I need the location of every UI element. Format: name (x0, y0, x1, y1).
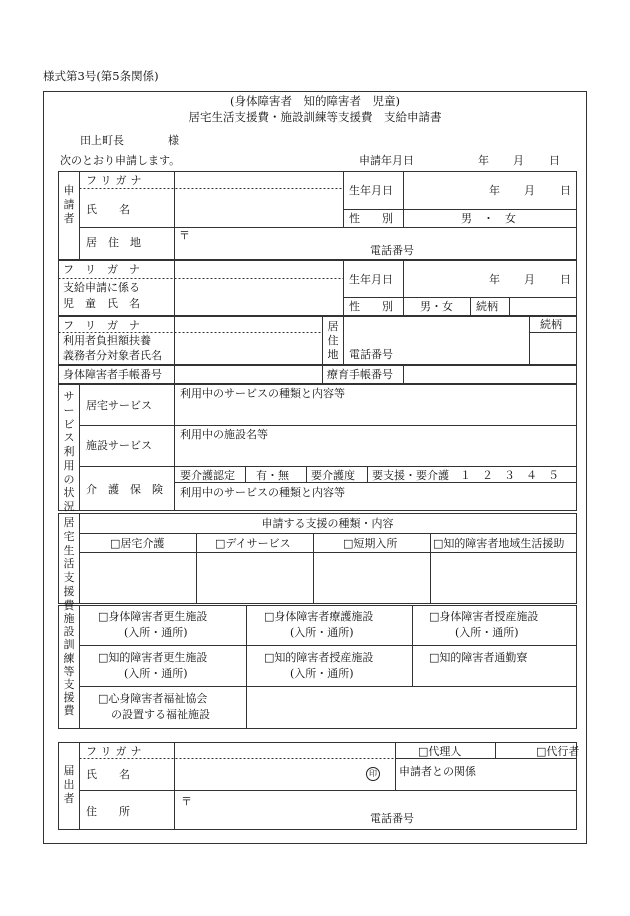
facility-option-physical-rehab[interactable]: □身体障害者更生施設 (98, 610, 208, 623)
application-date-label: 申請年月日 (359, 154, 414, 167)
notifier-proxy-option[interactable]: □代理人 (418, 745, 462, 758)
rehab-handbook-label: 療育手帳番号 (327, 368, 393, 381)
notifier-phone-label: 電話番号 (370, 812, 414, 825)
child-name-label-1: 支給申請に係る (63, 281, 140, 294)
care-level-label: 要介護度 (311, 469, 355, 482)
applicant-furigana-label: フリガナ (86, 174, 146, 187)
child-birth-day: 日 (560, 273, 571, 286)
notifier-postal-mark: 〒 (181, 795, 192, 808)
notifier-agent-option[interactable]: □代行者 (536, 745, 580, 758)
home-support-option-short-stay[interactable]: □短期入所 (343, 537, 398, 550)
child-furigana-label: フ リ ガ ナ (63, 263, 140, 276)
care-cert-options[interactable]: 有・無 (256, 469, 289, 482)
form-number: 様式第3号(第5条関係) (43, 69, 159, 83)
home-service-label: 居宅サービス (86, 399, 152, 412)
facility-option-physical-workshop[interactable]: □身体障害者授産施設 (429, 610, 539, 623)
facility-service-label: 施設サービス (86, 439, 152, 452)
home-support-option-home-care[interactable]: □居宅介護 (110, 537, 165, 550)
facility-option-welfare-association-sub: の設置する福祉施設 (111, 708, 210, 721)
facility-option-intellectual-workshop-sub: (入所・通所) (290, 667, 354, 680)
form-title: 居宅生活支援費・施設訓練等支援費 支給申請書 (188, 110, 442, 124)
child-name-label-2: 児 童 氏 名 (63, 297, 140, 310)
child-birth-month: 月 (524, 273, 535, 286)
facility-option-intellectual-rehab[interactable]: □知的障害者更生施設 (98, 651, 208, 664)
applicant-birth-label: 生年月日 (349, 184, 393, 197)
facility-option-physical-nursing[interactable]: □身体障害者療護施設 (264, 610, 374, 623)
facility-support-section-label: 施設訓練等支援費 (63, 612, 75, 718)
physical-handbook-label: 身体障害者手帳番号 (63, 368, 162, 381)
applicant-name-label: 氏 名 (86, 203, 130, 216)
facility-service-desc: 利用中の施設名等 (180, 428, 268, 441)
intro-text: 次のとおり申請します。 (60, 154, 181, 167)
child-birth-label: 生年月日 (349, 273, 393, 286)
child-sex-label: 性 別 (349, 300, 393, 313)
application-date-day: 日 (549, 154, 560, 167)
facility-option-welfare-association[interactable]: □心身障害者福祉協会 (98, 692, 208, 705)
applicant-address-label: 居 住 地 (86, 236, 141, 249)
facility-option-intellectual-commute[interactable]: □知的障害者通勤寮 (429, 651, 528, 664)
applicant-phone-label: 電話番号 (370, 244, 414, 257)
obligor-furigana-label: フ リ ガ ナ (63, 319, 140, 332)
applicant-sex-label: 性 別 (349, 212, 393, 225)
applicant-birth-month: 月 (524, 184, 535, 197)
applicant-birth-day: 日 (560, 184, 571, 197)
notifier-address-label: 住 所 (86, 805, 130, 818)
addressee: 田上町長 様 (80, 134, 179, 147)
facility-option-physical-rehab-sub: (入所・通所) (124, 626, 188, 639)
applicant-birth-year: 年 (489, 184, 500, 197)
obligor-name-label-1: 利用者負担額扶養 (63, 334, 151, 347)
home-support-header: 申請する支援の種類・内容 (261, 517, 394, 530)
care-service-desc: 利用中のサービスの種類と内容等 (180, 486, 345, 499)
home-support-option-day-service[interactable]: □デイサービス (215, 537, 291, 550)
applicant-sex-options[interactable]: 男 ・ 女 (461, 212, 516, 225)
notifier-furigana-label: フリガナ (86, 745, 146, 758)
service-status-section-label: サービス利用の状況 (63, 390, 75, 513)
facility-option-physical-nursing-sub: (入所・通所) (290, 626, 354, 639)
facility-option-intellectual-rehab-sub: (入所・通所) (124, 667, 188, 680)
care-level-options[interactable]: 要支援・要介護 １ ２ ３ ４ ５ (372, 469, 559, 482)
form-subtitle: (身体障害者 知的障害者 児童) (230, 94, 400, 108)
seal-mark: 印 (366, 767, 380, 781)
notifier-name-label: 氏 名 (86, 768, 130, 781)
applicant-section-label: 申請者 (63, 184, 75, 225)
facility-option-physical-workshop-sub: (入所・通所) (455, 626, 519, 639)
obligor-residence-label: 居住地 (327, 320, 339, 361)
notifier-section-label: 届出者 (63, 764, 75, 805)
obligor-phone-label: 電話番号 (349, 348, 393, 361)
application-date-month: 月 (513, 154, 524, 167)
application-date-year: 年 (478, 154, 489, 167)
obligor-relation-label: 続柄 (540, 318, 562, 331)
facility-option-intellectual-workshop[interactable]: □知的障害者授産施設 (264, 651, 374, 664)
notifier-relation-label: 申請者との関係 (399, 765, 476, 778)
child-birth-year: 年 (489, 273, 500, 286)
home-service-desc: 利用中のサービスの種類と内容等 (180, 387, 345, 400)
obligor-name-label-2: 義務者分対象者氏名 (63, 349, 162, 362)
care-insurance-label: 介 護 保 険 (86, 483, 163, 496)
care-cert-label: 要介護認定 (180, 469, 235, 482)
applicant-postal-mark: 〒 (179, 229, 190, 242)
child-sex-options[interactable]: 男・女 (420, 300, 453, 313)
child-relation-label: 続柄 (476, 300, 498, 313)
home-support-section-label: 居宅生活支援費 (63, 516, 75, 612)
home-support-option-group-living[interactable]: □知的障害者地域生活援助 (433, 537, 565, 550)
